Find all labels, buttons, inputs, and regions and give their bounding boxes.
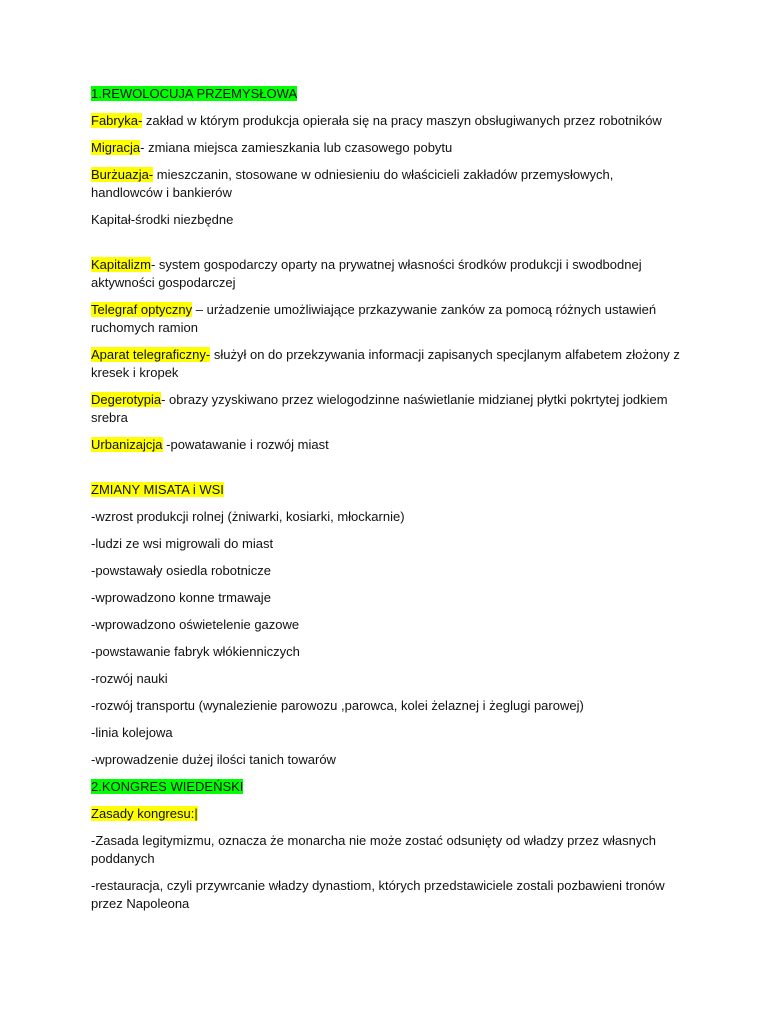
term: Telegraf optyczny: [91, 302, 193, 317]
list-item: -rozwój transportu (wynalezienie parowozu ,parowca, kolei żelaznej i żeglugi parowej): [91, 698, 584, 713]
definition-text: mieszczanin, stosowane w odniesieniu do właścicieli zakładów przemysłowych, handlowców i bankierów: [91, 167, 614, 200]
list-item: -rozwój nauki: [91, 671, 168, 686]
term: Migracja: [91, 140, 141, 155]
list-item: -powstawały osiedla robotnicze: [91, 563, 271, 578]
spacer: [91, 238, 688, 256]
list-item: -ludzi ze wsi migrowali do miast: [91, 536, 274, 551]
term: Burżuazja-: [91, 167, 154, 182]
definition-text: - zmiana miejsca zamieszkania lub czasowego pobytu: [140, 140, 453, 155]
list-item: -wprowadzono oświetelenie gazowe: [91, 617, 300, 632]
term: Degerotypia: [91, 392, 162, 407]
plain-line-kapital: Kapitał-środki niezbędne: [91, 212, 234, 227]
definition-text: - system gospodarczy oparty na prywatnej własności środków produkcji i swodbodnej aktywności gospodarczej: [91, 257, 642, 290]
definition-text: - obrazy yzyskiwano przez wielogodzinne naświetlanie midzianej płytki pokrtytej jodkiem srebra: [91, 392, 668, 425]
definition-text: służył on do przekzywania informacji zapisanych specjlanym alfabetem złożony z kresek i kropek: [91, 347, 680, 380]
definition-text: – urżadzenie umożliwiające przkazywanie zanków za pomocą różnych ustawień ruchomych ramion: [91, 302, 657, 335]
definition-aparat-telegraficzny: [91, 346, 688, 382]
section-heading-changes: ZMIANY MISATA i WSI: [91, 482, 224, 497]
term: Kapitalizm: [91, 257, 151, 272]
list-item: -powstawanie fabryk włókienniczych: [91, 644, 300, 659]
definition-burzuazja: [91, 166, 688, 202]
definition-urbanizajcja: [91, 436, 688, 454]
definition-fabryka: [91, 112, 688, 130]
list-item: -linia kolejowa: [91, 725, 173, 740]
list-item: -wprowadzono konne trmawaje: [91, 590, 271, 605]
term: Urbanizajcja: [91, 437, 163, 452]
list-item: -restauracja, czyli przywrcanie władzy dynastiom, których przedstawiciele zostali pozbawieni tronów przez Napoleona: [91, 878, 665, 911]
term: Fabryka-: [91, 113, 143, 128]
definition-migracja: [91, 139, 688, 157]
spacer: [91, 463, 688, 481]
term: Aparat telegraficzny-: [91, 347, 211, 362]
definition-telegraf-optyczny: [91, 301, 688, 337]
section-heading-vienna-congress: 2.KONGRES WIEDEŃSKI: [91, 779, 244, 794]
definition-kapitalizm: [91, 256, 688, 292]
definition-degerotypia: [91, 391, 688, 427]
list-item: -wprowadzenie dużej ilości tanich towarów: [91, 752, 336, 767]
definition-text: zakład w którym produkcja opierała się na pracy maszyn obsługiwanych przez robotników: [142, 113, 662, 128]
definition-text: -powatawanie i rozwój miast: [162, 437, 329, 452]
list-item: -wzrost produkcji rolnej (żniwarki, kosiarki, młockarnie): [91, 509, 405, 524]
list-item: -Zasada legitymizmu, oznacza że monarcha nie może zostać odsunięty od władzy przez własnych poddanych: [91, 833, 657, 866]
subheading-congress-principles: Zasady kongresu:|: [91, 806, 198, 821]
section-heading-industrial-revolution: 1.REWOLOCUJA PRZEMYSŁOWA: [91, 86, 298, 101]
